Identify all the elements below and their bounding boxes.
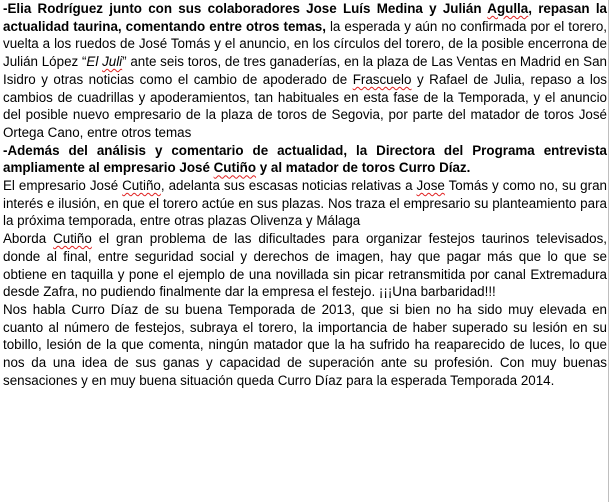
text-run: Aborda (3, 231, 54, 247)
text-run: y Rafael de Julia, repaso a los cambios de cuadrillas y apoderamientos, tan habituales en esta fase de la Temporada, y el anuncio del posible nuevo empresario de la plaza de toros de Segovia, por parte del matador de toros José Ortega Cano, entre otros temas (3, 71, 607, 140)
paragraph-empresario (3, 177, 607, 230)
text-run: -Elia Rodríguez junto con sus colaboradores Jose Luís Medina y Julián (3, 1, 488, 16)
text-run: ” ante seis toros, de tres ganaderías, en la plaza de Las Ventas en Madrid en San Isidro y otras noticias como el cambio de apoderado de (3, 54, 607, 87)
paragraph-televised-festejos (3, 230, 607, 301)
spellcheck-flagged-word: Cutiño (213, 160, 257, 176)
text-run: El empresario José (3, 178, 123, 194)
text-run: y al matador de toros Curro Díaz. (256, 160, 471, 176)
text-run: , adelanta sus escasas noticias relativas a (160, 178, 417, 194)
text-run: la esperada y aún no confirmada por el torero, vuelta a los ruedos de José Tomás y el anuncio, en los círculos del torero, de la posible encerrona de Julián López “ (3, 18, 607, 70)
paragraph-interviews-intro (3, 142, 607, 177)
text-run: , repasan la actualidad taurina, comentando entre otros temas, (3, 1, 607, 34)
spellcheck-flagged-word: Frascuelo (352, 71, 412, 87)
document-body (3, 0, 607, 389)
spellcheck-flagged-word: Cutiño (122, 178, 161, 194)
text-run: -Además del análisis y comentario de actualidad, la Directora del Programa entrevista ampliamente al empresario José (3, 142, 607, 176)
text-run: el gran problema de las dificultades para organizar festejos taurinos televisados, donde al final, entre seguridad social y derechos de imagen, hay que pagar más que lo que se obtiene en taquilla y pone el ejemplo de una novillada sin picar retransmitida por canal Extremadura desde Zafra, no pudiendo finalmente dar la empresa el festejo. ¡¡¡Una barbaridad!!! (3, 231, 607, 300)
spellcheck-flagged-word: Agulla (487, 1, 529, 16)
text-run: El (86, 54, 103, 70)
paragraph-curro-diaz (3, 301, 607, 390)
spellcheck-flagged-word: Jose (416, 178, 445, 194)
spellcheck-flagged-word: Juli (102, 54, 123, 70)
page-edge-divider (608, 0, 609, 502)
paragraph-news-summary (3, 0, 607, 142)
spellcheck-flagged-word: Cutiño (53, 231, 92, 247)
text-run: Nos habla Curro Díaz de su buena Temporada de 2013, que si bien no ha sido muy elevada en cuanto al número de festejos, subraya el torero, la importancia de haber superado su lesión en su tobillo, lesión de la que comenta, ningún matador que la ha sufrido ha reaparecido de luces, lo que nos da una idea de sus ganas y capacidad de superación ante su profesión. Con muy buenas sensaciones y en muy buena situación queda Curro Díaz para la esperada Temporada 2014. (3, 301, 607, 388)
text-run: Tomás y como no, su gran interés e ilusión, en que el torero actúe en sus plazas. Nos traza el empresario su planteamiento para la próxima temporada, entre otras plazas Olivenza y Málaga (3, 178, 607, 229)
